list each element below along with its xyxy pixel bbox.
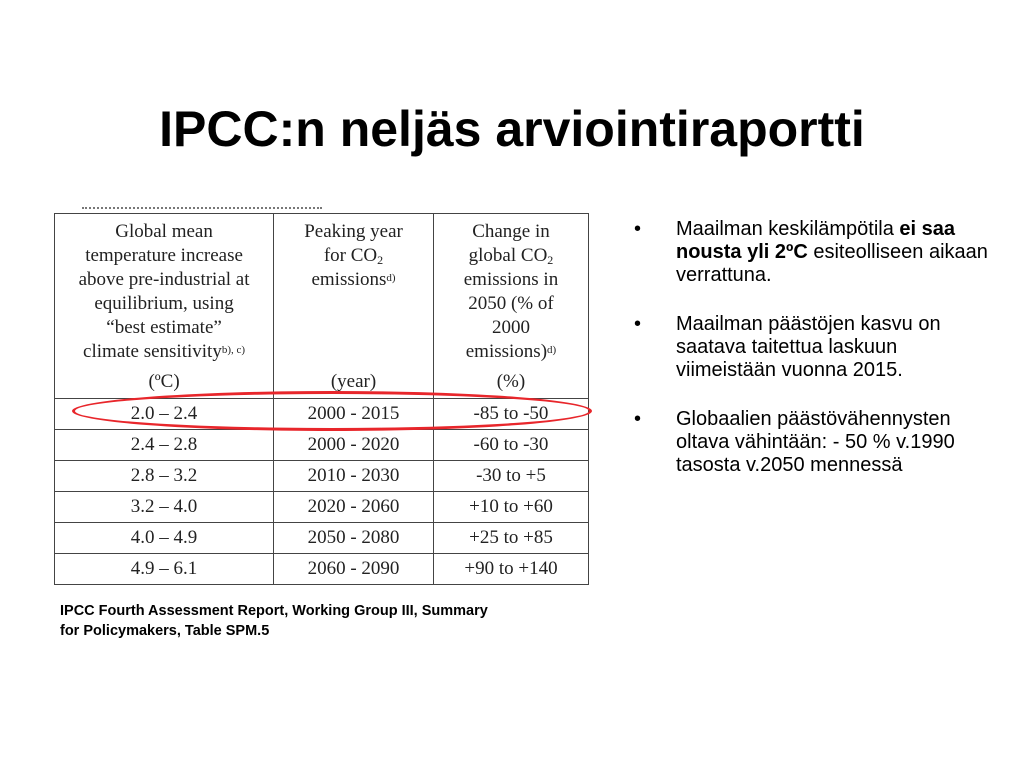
header-change-unit: (%) (496, 371, 526, 392)
table-row (55, 523, 589, 554)
header-peaking-line (274, 244, 433, 268)
header-peaking-text: for CO (323, 245, 378, 266)
header-peaking-unit: (year) (330, 371, 377, 392)
header-change-line: 2050 (% of (468, 293, 554, 314)
header-change-line (434, 244, 588, 268)
header-peaking-line: Peaking year (304, 221, 403, 242)
cell-peaking-year: 2060 - 2090 (274, 554, 434, 585)
header-temperature-line: “best estimate” (106, 317, 222, 338)
cell-temperature: 2.4 – 2.8 (55, 430, 274, 461)
header-temperature-line: temperature increase (85, 245, 243, 266)
cell-peaking-year: 2010 - 2030 (274, 461, 434, 492)
footnote-marker: b), c) (221, 344, 246, 356)
cell-peaking-year: 2000 - 2020 (274, 430, 434, 461)
bullet-text: Maailman keskilämpötila (676, 218, 900, 240)
table-row (55, 492, 589, 523)
header-change-text: emissions) (465, 341, 548, 362)
cell-change: +25 to +85 (433, 523, 588, 554)
caption-line: IPCC Fourth Assessment Report, Working Group III, Summary (60, 603, 488, 619)
header-change-line: emissions in (463, 269, 559, 290)
cell-temperature: 3.2 – 4.0 (55, 492, 274, 523)
bullet-item (628, 313, 998, 382)
subscript: 2 (547, 253, 554, 267)
header-peaking-year (274, 214, 434, 399)
subscript: 2 (377, 253, 384, 267)
table-row (55, 461, 589, 492)
spm-table-image (52, 207, 592, 592)
bullet-item (628, 218, 998, 287)
bullet-text: Globaalien päästövähennysten oltava vähintään: - 50 % v.1990 tasosta v.2050 mennessä (676, 408, 955, 476)
header-change (433, 214, 588, 399)
header-peaking-line (274, 268, 433, 292)
cell-peaking-year: 2050 - 2080 (274, 523, 434, 554)
header-temperature-line (55, 340, 273, 364)
table-row (55, 430, 589, 461)
bullet-marker: • (634, 408, 642, 430)
footnote-marker: d) (386, 272, 396, 284)
bullet-item (628, 408, 998, 477)
cell-temperature: 4.9 – 6.1 (55, 554, 274, 585)
bullet-text: Maailman päästöjen kasvu on saatava taitettua laskuun viimeistään vuonna 2015. (676, 313, 941, 381)
slide-title: IPCC:n neljäs arviointiraportti (159, 101, 865, 157)
header-temperature-line: equilibrium, using (94, 293, 234, 314)
header-temperature-line: above pre-industrial at (78, 269, 250, 290)
table-row (55, 554, 589, 585)
table-row (55, 399, 589, 430)
bullet-text: esiteolliseen aikaan verrattuna. (676, 241, 988, 286)
cell-temperature: 2.8 – 3.2 (55, 461, 274, 492)
cell-change: -85 to -50 (433, 399, 588, 430)
cell-temperature: 4.0 – 4.9 (55, 523, 274, 554)
caption-line: for Policymakers, Table SPM.5 (60, 623, 270, 639)
cell-peaking-year: 2020 - 2060 (274, 492, 434, 523)
header-change-line: Change in (472, 221, 550, 242)
cell-change: +10 to +60 (433, 492, 588, 523)
header-sensitivity-text: climate sensitivity (83, 341, 222, 362)
bullet-bold-text: ei saa nousta yli 2ºC (676, 218, 956, 263)
header-change-line: 2000 (491, 317, 530, 338)
header-peaking-text: emissions (311, 269, 387, 290)
header-temperature-unit: (ºC) (148, 371, 180, 392)
table-caption (60, 601, 580, 641)
header-temperature-line: Global mean (115, 221, 213, 242)
header-temperature (55, 214, 274, 399)
footnote-marker: d) (547, 344, 557, 356)
cell-change: +90 to +140 (433, 554, 588, 585)
table-header-row (55, 214, 589, 399)
cell-change: -60 to -30 (433, 430, 588, 461)
bullet-marker: • (634, 218, 642, 240)
cell-temperature: 2.0 – 2.4 (55, 399, 274, 430)
cell-peaking-year: 2000 - 2015 (274, 399, 434, 430)
header-change-line (434, 340, 588, 364)
emissions-table (54, 213, 589, 585)
header-change-text: global CO (468, 245, 548, 266)
bullet-list (628, 218, 998, 503)
bullet-marker: • (634, 313, 642, 335)
cell-change: -30 to +5 (433, 461, 588, 492)
